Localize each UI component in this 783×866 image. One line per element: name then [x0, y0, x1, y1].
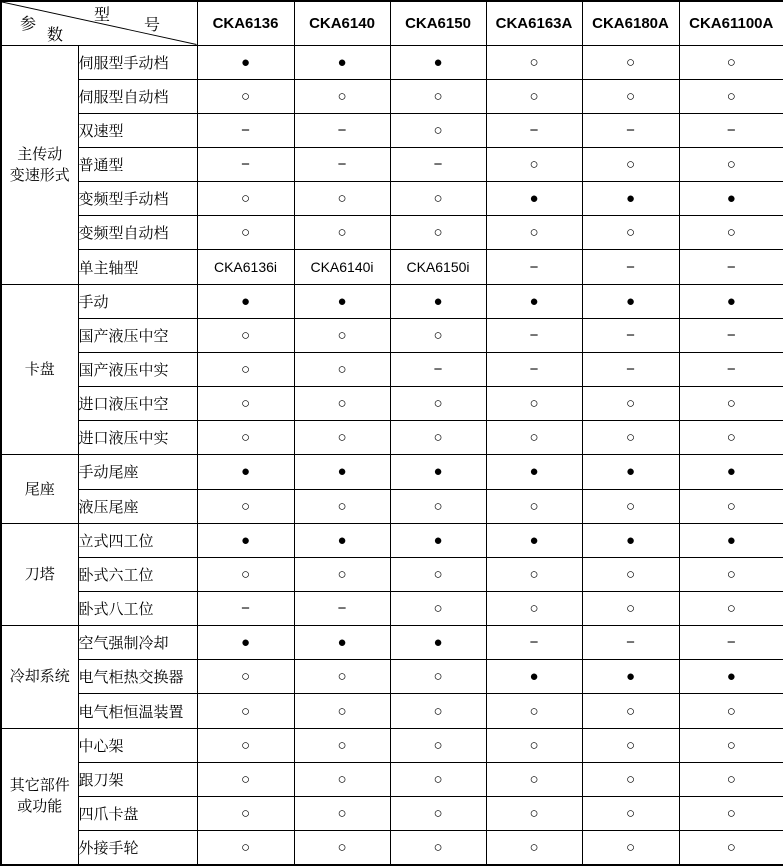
optional-mark-cell: ○ — [486, 489, 582, 523]
standard-mark-cell: ● — [390, 626, 486, 660]
not-available-cell: − — [197, 147, 294, 181]
corner-param-label-char: 参 — [20, 16, 37, 33]
optional-mark-cell: ○ — [679, 421, 783, 455]
not-available-cell: − — [679, 626, 783, 660]
optional-mark-cell: ○ — [390, 79, 486, 113]
spec-row — [1, 352, 783, 386]
standard-mark-cell: ● — [197, 284, 294, 318]
optional-mark-cell: ○ — [294, 421, 390, 455]
standard-mark-cell: ● — [294, 455, 390, 489]
group-label-line: 冷却系统 — [9, 668, 70, 686]
model-variant-cell: CKA6150i — [390, 250, 486, 284]
optional-mark-cell: ○ — [294, 182, 390, 216]
model-column-header: CKA6163A — [486, 1, 582, 45]
optional-mark-cell: ○ — [294, 831, 390, 865]
spec-row — [1, 831, 783, 865]
optional-mark-cell: ○ — [582, 147, 679, 181]
optional-mark-cell: ○ — [197, 557, 294, 591]
optional-mark-cell: ○ — [294, 796, 390, 830]
optional-mark-cell: ○ — [486, 796, 582, 830]
param-label-cell: 电气柜热交换器 — [78, 660, 197, 694]
param-label-cell: 卧式六工位 — [78, 557, 197, 591]
standard-mark-cell: ● — [294, 626, 390, 660]
not-available-cell: − — [486, 352, 582, 386]
group-label-line: 尾座 — [24, 480, 55, 498]
optional-mark-cell: ○ — [390, 557, 486, 591]
model-column-header: CKA61100A — [679, 1, 783, 45]
optional-mark-cell: ○ — [486, 421, 582, 455]
optional-mark-cell: ○ — [390, 592, 486, 626]
optional-mark-cell: ○ — [197, 79, 294, 113]
optional-mark-cell: ○ — [294, 216, 390, 250]
optional-mark-cell: ○ — [582, 557, 679, 591]
not-available-cell: − — [679, 113, 783, 147]
optional-mark-cell: ○ — [582, 45, 679, 79]
optional-mark-cell: ○ — [197, 489, 294, 523]
param-label-cell: 进口液压中空 — [78, 387, 197, 421]
group-label-line: 刀塔 — [24, 565, 55, 583]
optional-mark-cell: ○ — [486, 831, 582, 865]
optional-mark-cell: ○ — [582, 762, 679, 796]
standard-mark-cell: ● — [679, 455, 783, 489]
optional-mark-cell: ○ — [679, 592, 783, 626]
param-label-cell: 跟刀架 — [78, 762, 197, 796]
optional-mark-cell: ○ — [294, 728, 390, 762]
optional-mark-cell: ○ — [197, 762, 294, 796]
optional-mark-cell: ○ — [390, 182, 486, 216]
optional-mark-cell: ○ — [582, 592, 679, 626]
param-label-cell: 变频型手动档 — [78, 182, 197, 216]
optional-mark-cell: ○ — [197, 728, 294, 762]
optional-mark-cell: ○ — [294, 557, 390, 591]
optional-mark-cell: ○ — [390, 728, 486, 762]
group-label-cell — [1, 455, 78, 523]
param-label-cell: 单主轴型 — [78, 250, 197, 284]
standard-mark-cell: ● — [679, 182, 783, 216]
spec-row — [1, 421, 783, 455]
optional-mark-cell: ○ — [679, 796, 783, 830]
standard-mark-cell: ● — [582, 523, 679, 557]
optional-mark-cell: ○ — [197, 421, 294, 455]
param-label-cell: 立式四工位 — [78, 523, 197, 557]
model-column-header: CKA6136 — [197, 1, 294, 45]
standard-mark-cell: ● — [679, 523, 783, 557]
standard-mark-cell: ● — [486, 523, 582, 557]
optional-mark-cell: ○ — [486, 557, 582, 591]
optional-mark-cell: ○ — [679, 147, 783, 181]
model-column-header: CKA6140 — [294, 1, 390, 45]
standard-mark-cell: ● — [390, 455, 486, 489]
optional-mark-cell: ○ — [679, 762, 783, 796]
optional-mark-cell: ○ — [486, 592, 582, 626]
param-label-cell: 外接手轮 — [78, 831, 197, 865]
optional-mark-cell: ○ — [679, 216, 783, 250]
param-label-cell: 普通型 — [78, 147, 197, 181]
not-available-cell: − — [486, 250, 582, 284]
param-label-cell: 电气柜恒温装置 — [78, 694, 197, 728]
optional-mark-cell: ○ — [294, 318, 390, 352]
optional-mark-cell: ○ — [197, 694, 294, 728]
not-available-cell: − — [197, 592, 294, 626]
optional-mark-cell: ○ — [486, 387, 582, 421]
optional-mark-cell: ○ — [197, 318, 294, 352]
spec-row — [1, 284, 783, 318]
standard-mark-cell: ● — [582, 660, 679, 694]
optional-mark-cell: ○ — [679, 831, 783, 865]
corner-model-label-char: 号 — [144, 17, 161, 34]
spec-row — [1, 694, 783, 728]
spec-row — [1, 728, 783, 762]
param-label-cell: 空气强制冷却 — [78, 626, 197, 660]
spec-row — [1, 387, 783, 421]
spec-row — [1, 762, 783, 796]
standard-mark-cell: ● — [294, 45, 390, 79]
spec-row — [1, 250, 783, 284]
not-available-cell: − — [294, 147, 390, 181]
param-label-cell: 四爪卡盘 — [78, 796, 197, 830]
optional-mark-cell: ○ — [197, 387, 294, 421]
optional-mark-cell: ○ — [582, 728, 679, 762]
optional-mark-cell: ○ — [390, 421, 486, 455]
spec-row — [1, 523, 783, 557]
optional-mark-cell: ○ — [390, 796, 486, 830]
not-available-cell: − — [390, 147, 486, 181]
param-label-cell: 卧式八工位 — [78, 592, 197, 626]
not-available-cell: − — [486, 318, 582, 352]
param-label-cell: 伺服型手动档 — [78, 45, 197, 79]
standard-mark-cell: ● — [294, 523, 390, 557]
not-available-cell: − — [582, 250, 679, 284]
not-available-cell: − — [582, 352, 679, 386]
optional-mark-cell: ○ — [679, 489, 783, 523]
optional-mark-cell: ○ — [679, 79, 783, 113]
optional-mark-cell: ○ — [294, 79, 390, 113]
standard-mark-cell: ● — [390, 284, 486, 318]
group-label-line: 或功能 — [17, 798, 63, 816]
standard-mark-cell: ● — [486, 455, 582, 489]
optional-mark-cell: ○ — [486, 147, 582, 181]
model-column-header: CKA6180A — [582, 1, 679, 45]
optional-mark-cell: ○ — [390, 831, 486, 865]
model-column-header: CKA6150 — [390, 1, 486, 45]
spec-row — [1, 45, 783, 79]
group-label-line: 变速形式 — [9, 166, 70, 184]
optional-mark-cell: ○ — [486, 216, 582, 250]
optional-mark-cell: ○ — [390, 660, 486, 694]
not-available-cell: − — [679, 250, 783, 284]
optional-mark-cell: ○ — [197, 660, 294, 694]
spec-row — [1, 660, 783, 694]
group-label-line: 其它部件 — [9, 777, 70, 795]
optional-mark-cell: ○ — [582, 79, 679, 113]
optional-mark-cell: ○ — [390, 762, 486, 796]
standard-mark-cell: ● — [679, 660, 783, 694]
spec-row — [1, 79, 783, 113]
param-label-cell: 国产液压中实 — [78, 352, 197, 386]
optional-mark-cell: ○ — [582, 387, 679, 421]
not-available-cell: − — [582, 626, 679, 660]
optional-mark-cell: ○ — [582, 694, 679, 728]
group-label-cell — [1, 284, 78, 455]
optional-mark-cell: ○ — [294, 352, 390, 386]
spec-row — [1, 592, 783, 626]
standard-mark-cell: ● — [197, 45, 294, 79]
optional-mark-cell: ○ — [486, 728, 582, 762]
spec-row — [1, 182, 783, 216]
spec-row — [1, 318, 783, 352]
optional-mark-cell: ○ — [294, 660, 390, 694]
standard-mark-cell: ● — [486, 284, 582, 318]
standard-mark-cell: ● — [294, 284, 390, 318]
param-label-cell: 伺服型自动档 — [78, 79, 197, 113]
optional-mark-cell: ○ — [197, 796, 294, 830]
param-label-cell: 双速型 — [78, 113, 197, 147]
optional-mark-cell: ○ — [679, 45, 783, 79]
standard-mark-cell: ● — [197, 455, 294, 489]
not-available-cell: − — [582, 113, 679, 147]
optional-mark-cell: ○ — [679, 728, 783, 762]
corner-model-label-char: 型 — [94, 7, 111, 24]
spec-row — [1, 455, 783, 489]
corner-param-label-char: 数 — [47, 27, 64, 44]
optional-mark-cell: ○ — [390, 694, 486, 728]
group-label-cell — [1, 523, 78, 625]
group-label-cell — [1, 626, 78, 728]
optional-mark-cell: ○ — [390, 113, 486, 147]
group-label-line: 主传动 — [17, 145, 63, 163]
group-label-cell — [1, 728, 78, 865]
optional-mark-cell: ○ — [390, 318, 486, 352]
standard-mark-cell: ● — [582, 455, 679, 489]
spec-row — [1, 216, 783, 250]
optional-mark-cell: ○ — [582, 796, 679, 830]
corner-header-cell — [1, 1, 197, 45]
optional-mark-cell: ○ — [582, 489, 679, 523]
not-available-cell: − — [197, 113, 294, 147]
optional-mark-cell: ○ — [486, 79, 582, 113]
optional-mark-cell: ○ — [486, 45, 582, 79]
not-available-cell: − — [679, 318, 783, 352]
optional-mark-cell: ○ — [390, 387, 486, 421]
param-label-cell: 中心架 — [78, 728, 197, 762]
optional-mark-cell: ○ — [294, 762, 390, 796]
standard-mark-cell: ● — [582, 284, 679, 318]
standard-mark-cell: ● — [390, 523, 486, 557]
optional-mark-cell: ○ — [294, 694, 390, 728]
optional-mark-cell: ○ — [679, 557, 783, 591]
param-label-cell: 进口液压中实 — [78, 421, 197, 455]
optional-mark-cell: ○ — [679, 694, 783, 728]
not-available-cell: − — [294, 113, 390, 147]
optional-mark-cell: ○ — [582, 831, 679, 865]
standard-mark-cell: ● — [197, 523, 294, 557]
optional-mark-cell: ○ — [197, 182, 294, 216]
standard-mark-cell: ● — [486, 660, 582, 694]
optional-mark-cell: ○ — [294, 387, 390, 421]
standard-mark-cell: ● — [679, 284, 783, 318]
param-label-cell: 变频型自动档 — [78, 216, 197, 250]
spec-row — [1, 626, 783, 660]
spec-row — [1, 147, 783, 181]
optional-mark-cell: ○ — [390, 489, 486, 523]
optional-mark-cell: ○ — [582, 421, 679, 455]
standard-mark-cell: ● — [390, 45, 486, 79]
optional-mark-cell: ○ — [582, 216, 679, 250]
group-label-line: 卡盘 — [24, 360, 55, 378]
not-available-cell: − — [679, 352, 783, 386]
model-variant-cell: CKA6136i — [197, 250, 294, 284]
optional-mark-cell: ○ — [679, 387, 783, 421]
standard-mark-cell: ● — [582, 182, 679, 216]
optional-mark-cell: ○ — [197, 216, 294, 250]
standard-mark-cell: ● — [197, 626, 294, 660]
not-available-cell: − — [390, 352, 486, 386]
not-available-cell: − — [294, 592, 390, 626]
optional-mark-cell: ○ — [390, 216, 486, 250]
standard-mark-cell: ● — [486, 182, 582, 216]
param-label-cell: 手动 — [78, 284, 197, 318]
not-available-cell: − — [486, 113, 582, 147]
optional-mark-cell: ○ — [486, 762, 582, 796]
param-label-cell: 液压尾座 — [78, 489, 197, 523]
optional-mark-cell: ○ — [294, 489, 390, 523]
spec-row — [1, 557, 783, 591]
not-available-cell: − — [582, 318, 679, 352]
param-label-cell: 国产液压中空 — [78, 318, 197, 352]
spec-row — [1, 113, 783, 147]
not-available-cell: − — [486, 626, 582, 660]
spec-row — [1, 489, 783, 523]
optional-mark-cell: ○ — [197, 352, 294, 386]
header-row — [1, 1, 783, 45]
model-variant-cell: CKA6140i — [294, 250, 390, 284]
optional-mark-cell: ○ — [197, 831, 294, 865]
spec-row — [1, 796, 783, 830]
group-label-cell — [1, 45, 78, 284]
param-label-cell: 手动尾座 — [78, 455, 197, 489]
optional-mark-cell: ○ — [486, 694, 582, 728]
